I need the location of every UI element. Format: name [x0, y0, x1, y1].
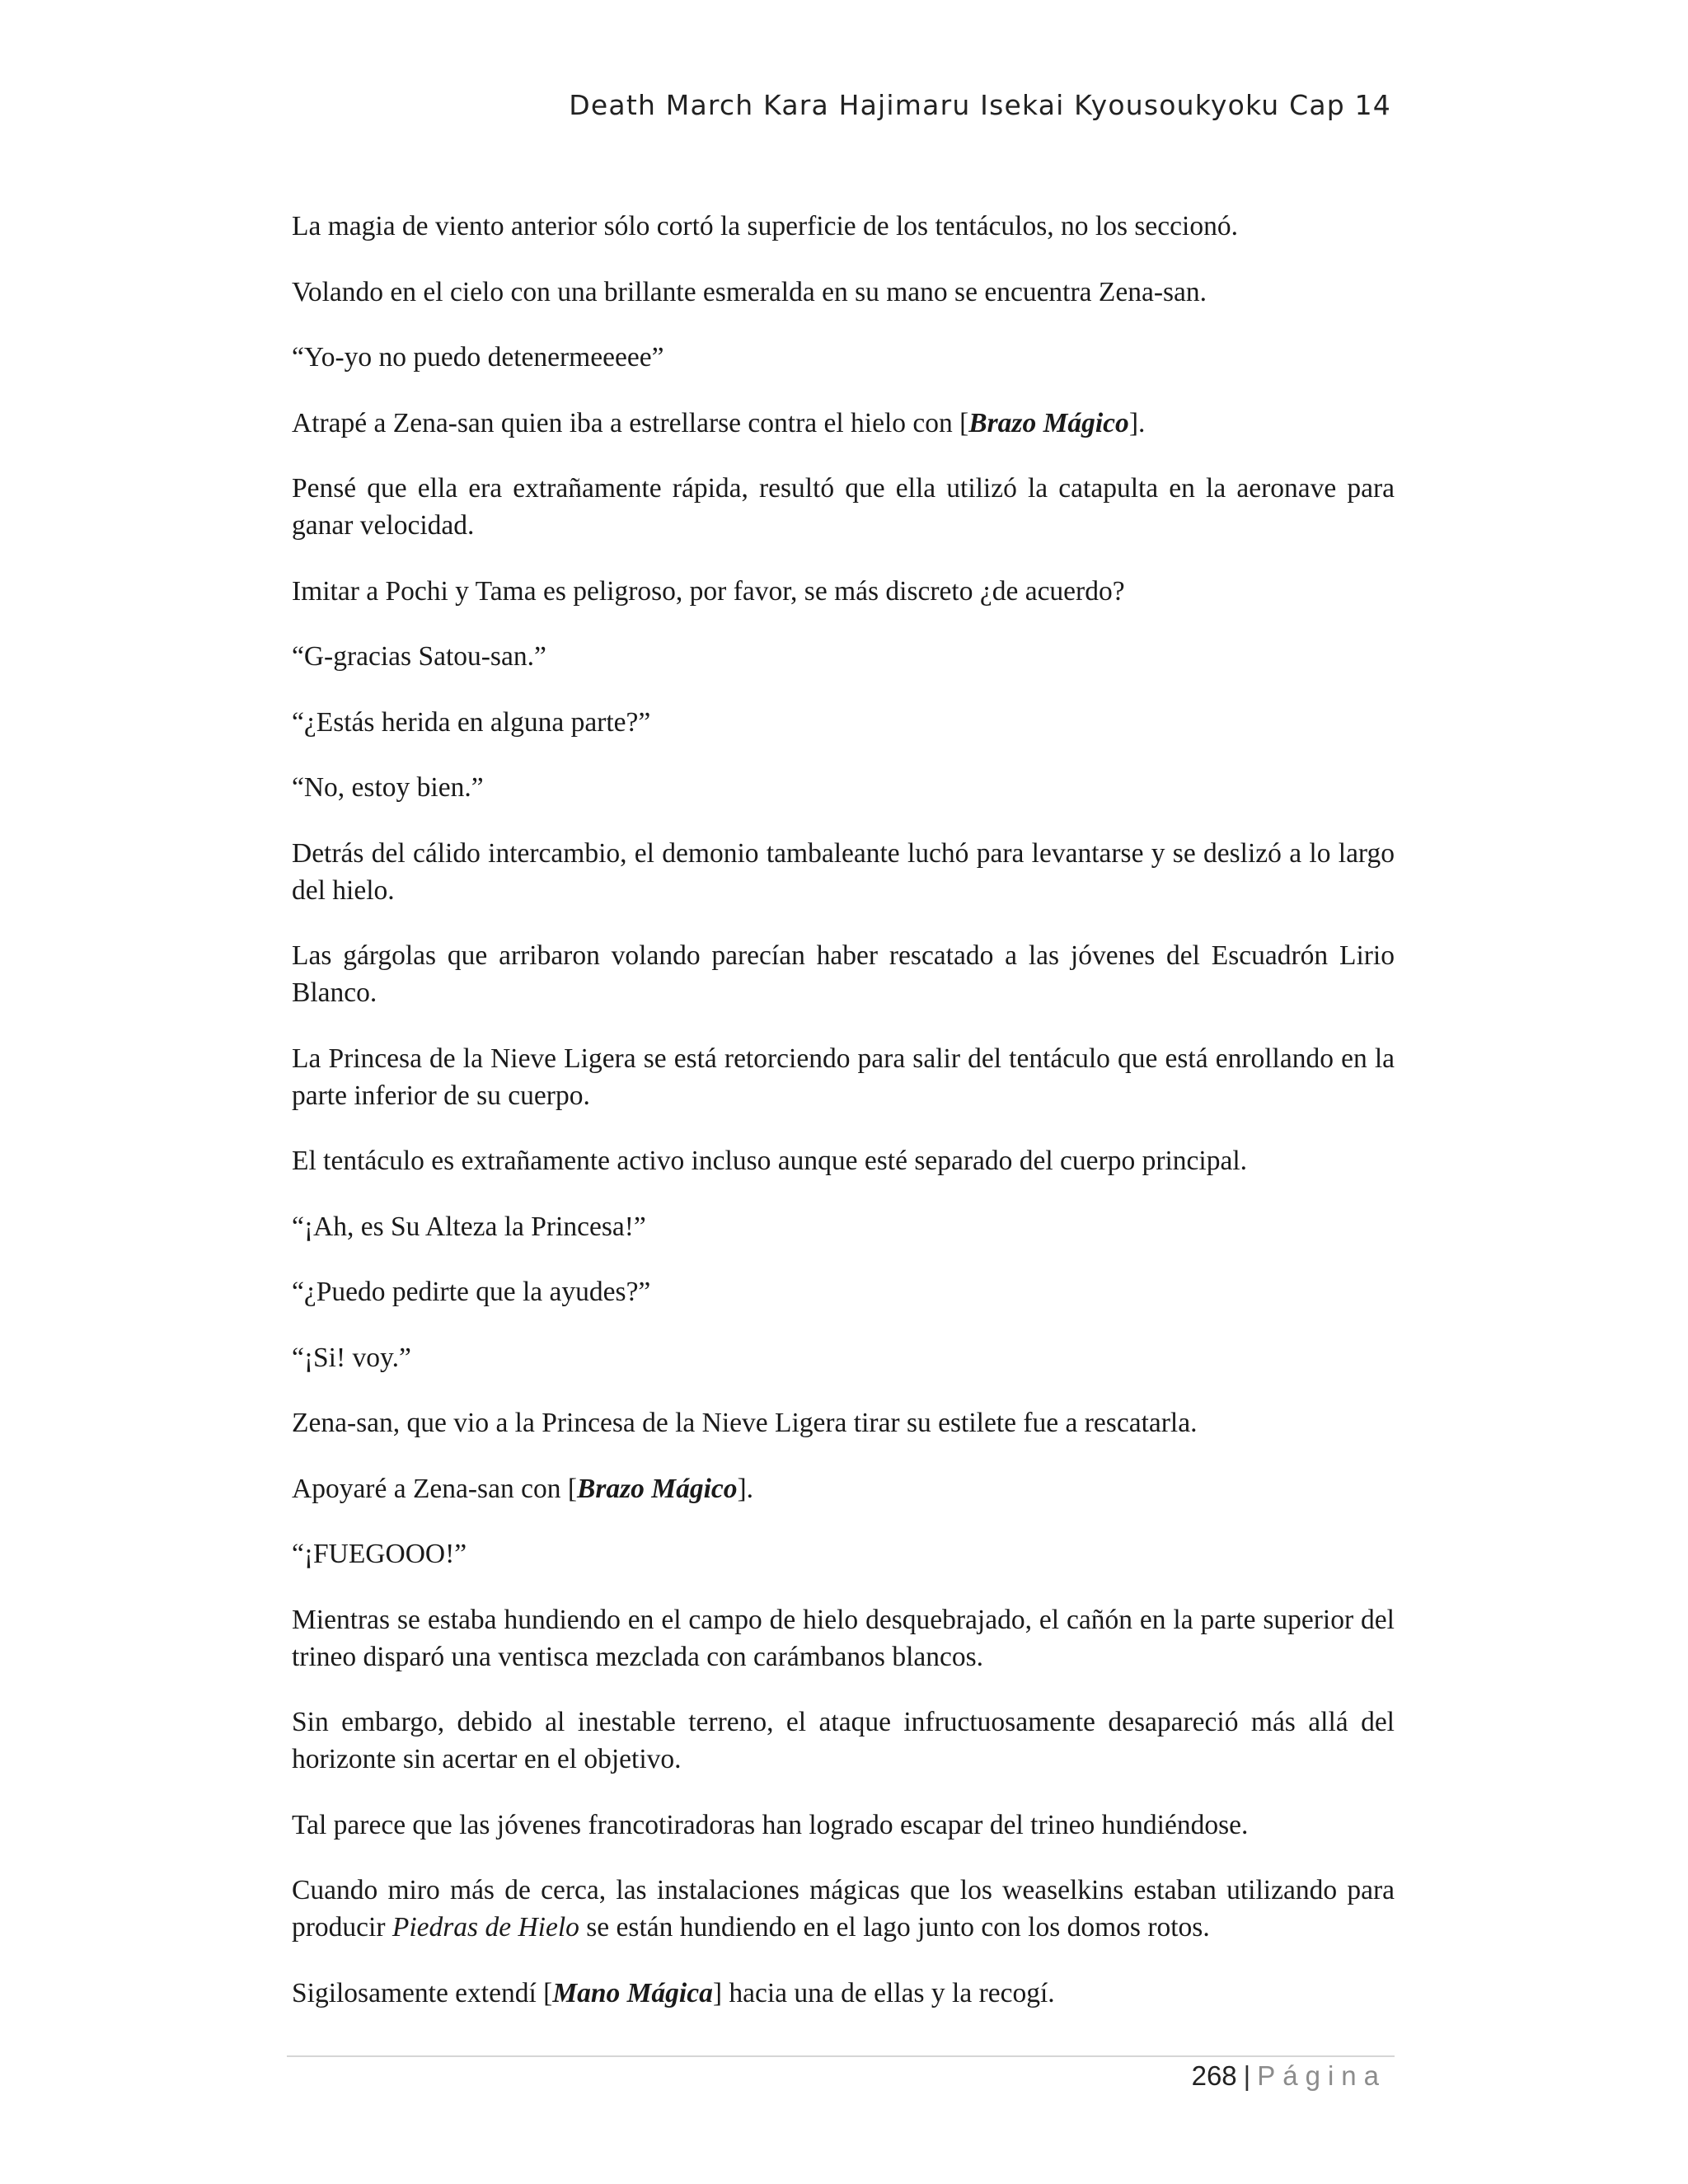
text-run: ]. [1128, 407, 1146, 438]
text-run: Apoyaré a Zena-san con [ [292, 1473, 577, 1504]
text-run: El tentáculo es extrañamente activo incluso aunque esté separado del cuerpo principal. [292, 1146, 1248, 1176]
page-body [292, 208, 1395, 2040]
paragraph [292, 1142, 1395, 1179]
paragraph [292, 1339, 1395, 1376]
paragraph [292, 470, 1395, 544]
text-run: ]. [737, 1473, 754, 1504]
paragraph [292, 704, 1395, 741]
text-run: Atrapé a Zena-san quien iba a estrellarse contra el hielo con [ [292, 407, 969, 438]
text-run: ] hacia una de ellas y la recogí. [712, 1977, 1055, 2008]
text-run: Sigilosamente extendí [ [292, 1977, 553, 2008]
paragraph [292, 937, 1395, 1011]
page-label: Página [1257, 2060, 1386, 2091]
paragraph [292, 1535, 1395, 1572]
emphasis-skill-name: Brazo Mágico [577, 1473, 738, 1504]
text-run: “No, estoy bien.” [292, 772, 484, 803]
page-number: 268 [1191, 2060, 1237, 2091]
paragraph [292, 835, 1395, 909]
paragraph [292, 1208, 1395, 1245]
italic-term: Piedras de Hielo [392, 1912, 579, 1943]
paragraph [292, 1470, 1395, 1507]
paragraph [292, 405, 1395, 442]
emphasis [577, 1474, 738, 1504]
text-run: La magia de viento anterior sólo cortó la superficie de los tentáculos, no los seccionó. [292, 211, 1238, 241]
paragraph [292, 274, 1395, 311]
running-header: Death March Kara Hajimaru Isekai Kyousoukyoku Cap 14 [569, 89, 1391, 121]
text-run: Tal parece que las jóvenes francotiradoras han logrado escapar del trineo hundiéndose. [292, 1809, 1249, 1840]
footer-separator: | [1243, 2060, 1251, 2091]
paragraph [292, 208, 1395, 245]
text-run: Las gárgolas que arribaron volando parecían haber rescatado a las jóvenes del Escuadrón Lirio Blanco. [292, 940, 1395, 1008]
text-run: Sin embargo, debido al inestable terreno, el ataque infructuosamente desapareció más allá del horizonte sin acertar en el objetivo. [292, 1707, 1395, 1774]
text-run: Volando en el cielo con una brillante esmeralda en su mano se encuentra Zena-san. [292, 276, 1207, 307]
paragraph [292, 573, 1395, 610]
paragraph [292, 339, 1395, 376]
text-run: Cuando miro más de cerca, las instalaciones mágicas que los weaselkins estaban utilizando para producir [292, 1875, 1395, 1943]
paragraph [292, 1975, 1395, 2012]
text-run: “¡Ah, es Su Alteza la Princesa!” [292, 1211, 646, 1242]
paragraph [292, 1807, 1395, 1844]
text-run: “¿Estás herida en alguna parte?” [292, 706, 651, 738]
text-run: Pensé que ella era extrañamente rápida, resultó que ella utilizó la catapulta en la aeronave para ganar velocidad. [292, 473, 1395, 541]
emphasis-skill-name: Mano Mágica [552, 1977, 713, 2008]
text-run: “G-gracias Satou-san.” [292, 641, 546, 672]
text-run: “¿Puedo pedirte que la ayudes?” [292, 1277, 651, 1307]
text-run: “Yo-yo no puedo detenermeeeee” [292, 342, 664, 373]
emphasis [552, 1978, 713, 2008]
text-run: Detrás del cálido intercambio, el demonio tambaleante luchó para levantarse y se deslizó a lo largo del hielo. [292, 837, 1395, 906]
paragraph [292, 638, 1395, 675]
paragraph [292, 1872, 1395, 1946]
text-run: se están hundiendo en el lago junto con los domos rotos. [579, 1912, 1210, 1943]
page-footer [1192, 2060, 1386, 2092]
text-run: Zena-san, que vio a la Princesa de la Nieve Ligera tirar su estilete fue a rescatarla. [292, 1408, 1198, 1438]
paragraph [292, 1040, 1395, 1114]
text-run: “¡Si! voy.” [292, 1342, 411, 1373]
footer-divider [287, 2055, 1395, 2057]
emphasis-skill-name: Brazo Mágico [968, 407, 1129, 438]
paragraph [292, 769, 1395, 806]
text-run: “¡FUEGOOO!” [292, 1539, 467, 1569]
paragraph [292, 1404, 1395, 1441]
paragraph [292, 1601, 1395, 1675]
paragraph [292, 1273, 1395, 1310]
text-run: La Princesa de la Nieve Ligera se está retorciendo para salir del tentáculo que está enrollando en la parte inferior de su cuerpo. [292, 1043, 1395, 1111]
text-run: Imitar a Pochi y Tama es peligroso, por favor, se más discreto ¿de acuerdo? [292, 575, 1125, 607]
text-run: Mientras se estaba hundiendo en el campo de hielo desquebrajado, el cañón en la parte superior del trineo disparó una ventisca mezclada con carámbanos blancos. [292, 1604, 1395, 1672]
paragraph [292, 1704, 1395, 1778]
emphasis [968, 408, 1129, 438]
